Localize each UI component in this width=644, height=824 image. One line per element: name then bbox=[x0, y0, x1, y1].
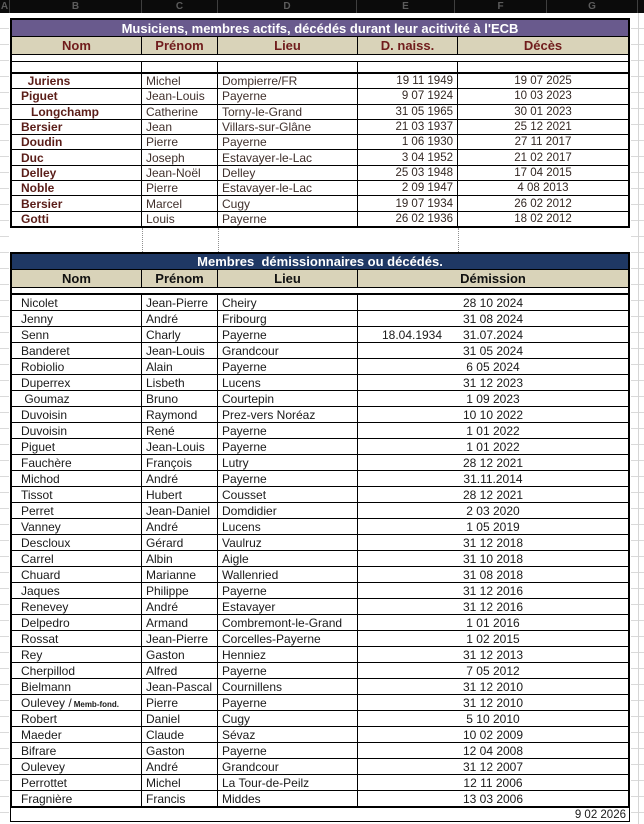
deces-cell[interactable]: 21 02 2017 bbox=[514, 151, 572, 164]
nom-cell[interactable]: Senn bbox=[12, 327, 142, 342]
naiss-cell[interactable]: 26 02 1936 bbox=[358, 212, 458, 226]
spacer-row bbox=[12, 55, 628, 62]
nom-cell[interactable]: Nicolet bbox=[12, 295, 142, 310]
nom-cell[interactable]: Piguet bbox=[12, 439, 142, 454]
prenom-cell[interactable]: René bbox=[142, 423, 218, 438]
column-letter[interactable]: G bbox=[547, 0, 638, 13]
deces-cell[interactable]: 10 03 2023 bbox=[514, 90, 572, 103]
nom-cell[interactable]: Bifrare bbox=[12, 743, 142, 758]
header-cell-nom[interactable]: Nom bbox=[12, 37, 142, 54]
table-row bbox=[12, 327, 628, 343]
empty-cell[interactable] bbox=[358, 62, 458, 72]
nom-cell[interactable]: Michod bbox=[12, 471, 142, 486]
sheet-gridlines-left bbox=[0, 13, 9, 824]
lieu-cell[interactable]: Domdidier bbox=[218, 503, 358, 518]
lieu-cell[interactable]: Prez-vers Noréaz bbox=[218, 407, 358, 422]
nom-cell[interactable]: Robert bbox=[12, 711, 142, 726]
prenom-cell[interactable]: Gérard bbox=[142, 535, 218, 550]
empty-cell[interactable] bbox=[218, 62, 358, 72]
table-row bbox=[12, 631, 628, 647]
table-row bbox=[12, 743, 628, 759]
nom-suffix: Memb-fond. bbox=[73, 699, 120, 709]
nom-cell[interactable]: Jaques bbox=[12, 583, 142, 598]
lieu-cell[interactable]: Payerne bbox=[218, 327, 358, 342]
table-row bbox=[12, 343, 628, 359]
nom-cell[interactable]: Duc bbox=[12, 150, 142, 164]
prenom-cell[interactable]: Armand bbox=[142, 615, 218, 630]
lieu-cell[interactable]: Torny-le-Grand bbox=[218, 105, 358, 119]
prenom-cell[interactable]: Marianne bbox=[142, 567, 218, 582]
prenom-cell[interactable]: André bbox=[142, 311, 218, 326]
table-row bbox=[12, 375, 628, 391]
table-row bbox=[12, 615, 628, 631]
nom-cell[interactable]: Doudin bbox=[12, 135, 142, 149]
table-row bbox=[12, 663, 628, 679]
naiss-cell[interactable]: 21 03 1937 bbox=[358, 120, 458, 134]
column-letter[interactable]: C bbox=[142, 0, 218, 13]
demission-cell[interactable]: 12 04 2008 bbox=[462, 743, 524, 758]
prenom-cell[interactable]: Jean-Louis bbox=[142, 343, 218, 358]
prenom-cell[interactable]: Pierre bbox=[142, 181, 218, 195]
prenom-cell[interactable]: Philippe bbox=[142, 583, 218, 598]
demission-cell[interactable]: 31.07.2024 18.04.1934 bbox=[358, 327, 628, 342]
demission-cell[interactable]: 1 09 2023 bbox=[466, 391, 520, 406]
table-row bbox=[12, 567, 628, 583]
prenom-cell[interactable]: Gaston bbox=[142, 743, 218, 758]
empty-row bbox=[12, 62, 628, 74]
demission-cell[interactable]: 31 12 2013 bbox=[462, 647, 524, 662]
demission-cell[interactable]: 1 05 2019 bbox=[466, 519, 520, 534]
table-row bbox=[12, 503, 628, 519]
lieu-cell[interactable]: Wallenried bbox=[218, 567, 358, 582]
table-row bbox=[12, 181, 628, 196]
nom-cell[interactable]: Delley bbox=[12, 166, 142, 180]
prenom-cell[interactable]: André bbox=[142, 599, 218, 614]
column-letter[interactable]: B bbox=[10, 0, 142, 13]
prenom-cell[interactable]: Francis bbox=[142, 791, 218, 806]
prenom-cell[interactable]: Michel bbox=[142, 74, 218, 88]
prenom-cell[interactable]: Jean-Noël bbox=[142, 166, 218, 180]
prenom-cell[interactable]: Pierre bbox=[142, 135, 218, 149]
prenom-cell[interactable]: Alfred bbox=[142, 663, 218, 678]
demission-cell[interactable]: 2 03 2020 bbox=[466, 503, 520, 518]
table-row bbox=[12, 471, 628, 487]
lieu-cell[interactable]: Grandcour bbox=[218, 343, 358, 358]
nom-cell[interactable]: Juriens bbox=[12, 74, 142, 88]
header-cell-lieu[interactable]: Lieu bbox=[218, 37, 358, 54]
nom-cell[interactable]: Bielmann bbox=[12, 679, 142, 694]
table1-body bbox=[12, 74, 628, 226]
lieu-cell[interactable]: Payerne bbox=[218, 743, 358, 758]
lieu-cell[interactable]: Payerne bbox=[218, 471, 358, 486]
dotted-gridline bbox=[218, 228, 219, 252]
table-row bbox=[12, 295, 628, 311]
prenom-cell[interactable]: André bbox=[142, 759, 218, 774]
lieu-cell[interactable]: Payerne bbox=[218, 135, 358, 149]
lieu-cell[interactable]: Delley bbox=[218, 166, 358, 180]
naiss-cell[interactable]: 9 07 1924 bbox=[358, 89, 458, 103]
prenom-cell[interactable]: Jean bbox=[142, 120, 218, 134]
column-letter[interactable]: F bbox=[455, 0, 547, 13]
lieu-cell[interactable]: Cugy bbox=[218, 711, 358, 726]
nom-cell[interactable]: Vanney bbox=[12, 519, 142, 534]
demission-cell[interactable]: 7 05 2012 bbox=[466, 663, 520, 678]
lieu-cell[interactable]: Payerne bbox=[218, 212, 358, 226]
table-row bbox=[12, 150, 628, 165]
table-row bbox=[12, 439, 628, 455]
prenom-cell[interactable]: Albin bbox=[142, 551, 218, 566]
table-row bbox=[12, 359, 628, 375]
lieu-cell[interactable]: Cheiry bbox=[218, 295, 358, 310]
demission-cell[interactable]: 1 01 2022 bbox=[466, 439, 520, 454]
table-row bbox=[12, 535, 628, 551]
prenom-cell[interactable]: Alain bbox=[142, 359, 218, 374]
column-letter[interactable]: E bbox=[357, 0, 455, 13]
nom-cell[interactable]: Duvoisin bbox=[12, 423, 142, 438]
nom-cell[interactable]: Jenny bbox=[12, 311, 142, 326]
header-cell-demission[interactable]: Démission bbox=[460, 271, 526, 286]
header-cell-nom[interactable]: Nom bbox=[12, 270, 142, 287]
lieu-cell[interactable]: Grandcour bbox=[218, 759, 358, 774]
lieu-cell[interactable]: Payerne bbox=[218, 695, 358, 710]
table-row bbox=[12, 120, 628, 135]
header-cell-prenom[interactable]: Prénom bbox=[142, 37, 218, 54]
header-cell-deces[interactable]: Décès bbox=[523, 38, 563, 53]
table-row bbox=[12, 791, 628, 806]
nom-cell[interactable]: Fauchère bbox=[12, 455, 142, 470]
lieu-cell[interactable]: Cousset bbox=[218, 487, 358, 502]
table2-body bbox=[12, 294, 628, 806]
empty-cell[interactable] bbox=[142, 62, 218, 72]
table-row bbox=[12, 311, 628, 327]
table-row bbox=[12, 599, 628, 615]
prenom-cell[interactable]: Catherine bbox=[142, 105, 218, 119]
lieu-cell[interactable]: Estavayer bbox=[218, 599, 358, 614]
lieu-cell[interactable]: Courtepin bbox=[218, 391, 358, 406]
demission-cell[interactable]: 31 12 2018 bbox=[462, 535, 524, 550]
lieu-cell[interactable]: La Tour-de-Peilz bbox=[218, 775, 358, 790]
deces-cell[interactable]: 19 07 2025 bbox=[514, 75, 572, 88]
lieu-cell[interactable]: Vaulruz bbox=[218, 535, 358, 550]
lieu-cell[interactable]: Fribourg bbox=[218, 311, 358, 326]
lieu-cell[interactable]: Sévaz bbox=[218, 727, 358, 742]
lieu-cell[interactable]: Lutry bbox=[218, 455, 358, 470]
prenom-cell[interactable]: Lisbeth bbox=[142, 375, 218, 390]
dotted-gridline bbox=[142, 228, 143, 252]
demission-cell[interactable]: 31 08 2018 bbox=[462, 567, 524, 582]
table-row bbox=[12, 196, 628, 211]
prenom-cell[interactable]: Jean-Daniel bbox=[142, 503, 218, 518]
naiss-cell[interactable]: 31 05 1965 bbox=[358, 105, 458, 119]
naiss-cell[interactable]: 19 11 1949 bbox=[358, 74, 458, 88]
lieu-cell[interactable]: Cournillens bbox=[218, 679, 358, 694]
prenom-cell[interactable]: Joseph bbox=[142, 150, 218, 164]
nom-cell[interactable]: Carrel bbox=[12, 551, 142, 566]
demission-cell[interactable]: 31 12 2007 bbox=[462, 759, 524, 774]
lieu-cell[interactable]: Payerne bbox=[218, 439, 358, 454]
prenom-cell[interactable]: Jean-Louis bbox=[142, 439, 218, 454]
demission-cell[interactable]: 1 02 2015 bbox=[466, 631, 520, 646]
demission-cell[interactable]: 28 12 2021 bbox=[462, 455, 524, 470]
demission-cell[interactable]: 1 01 2016 bbox=[466, 615, 520, 630]
demission-cell[interactable]: 31 12 2010 bbox=[462, 679, 524, 694]
prenom-cell[interactable]: Hubert bbox=[142, 487, 218, 502]
table-resigned-members bbox=[10, 252, 630, 808]
table-row bbox=[12, 695, 628, 711]
table-row bbox=[12, 135, 628, 150]
prenom-cell[interactable]: Claude bbox=[142, 727, 218, 742]
table-row bbox=[12, 89, 628, 104]
demission-cell[interactable]: 5 10 2010 bbox=[466, 711, 520, 726]
lieu-cell[interactable]: Payerne bbox=[218, 359, 358, 374]
nom-cell[interactable]: Perrottet bbox=[12, 775, 142, 790]
nom-cell[interactable]: Longchamp bbox=[12, 105, 142, 119]
lieu-cell[interactable]: Estavayer-le-Lac bbox=[218, 181, 358, 195]
naissance-inline: 18.04.1934 bbox=[381, 327, 443, 342]
lieu-cell[interactable]: Payerne bbox=[218, 583, 358, 598]
table-row bbox=[12, 519, 628, 535]
naiss-cell[interactable]: 19 07 1934 bbox=[358, 196, 458, 210]
table-row bbox=[12, 647, 628, 663]
demission-cell[interactable]: 31 05 2024 bbox=[462, 343, 524, 358]
table-row bbox=[12, 166, 628, 181]
prenom-cell[interactable]: André bbox=[142, 519, 218, 534]
nom-cell[interactable]: Goumaz bbox=[12, 391, 142, 406]
lieu-cell[interactable]: Aigle bbox=[218, 551, 358, 566]
demission-cell[interactable]: 28 12 2021 bbox=[462, 487, 524, 502]
lieu-cell[interactable]: Lucens bbox=[218, 519, 358, 534]
demission-cell[interactable]: 13 03 2006 bbox=[462, 791, 524, 806]
nom-cell[interactable]: Perret bbox=[12, 503, 142, 518]
table-row bbox=[12, 759, 628, 775]
lieu-cell[interactable]: Middes bbox=[218, 791, 358, 806]
prenom-cell[interactable]: Jean-Pierre bbox=[142, 295, 218, 310]
lieu-cell[interactable]: Lucens bbox=[218, 375, 358, 390]
table-row bbox=[12, 407, 628, 423]
lieu-cell[interactable]: Corcelles-Payerne bbox=[218, 631, 358, 646]
naiss-cell[interactable]: 2 09 1947 bbox=[358, 181, 458, 195]
demission-cell[interactable]: 31 12 2010 bbox=[462, 695, 524, 710]
prenom-cell[interactable]: Jean-Louis bbox=[142, 89, 218, 103]
table-deceased-members bbox=[10, 18, 630, 228]
lieu-cell[interactable]: Payerne bbox=[218, 663, 358, 678]
table-row bbox=[12, 74, 628, 89]
nom-cell[interactable]: Duvoisin bbox=[12, 407, 142, 422]
header-cell-lieu[interactable]: Lieu bbox=[218, 270, 358, 287]
nom-cell[interactable]: Noble bbox=[12, 181, 142, 195]
deces-cell[interactable]: 25 12 2021 bbox=[514, 121, 572, 134]
nom-cell[interactable]: Piguet bbox=[12, 89, 142, 103]
naiss-cell[interactable]: 1 06 1930 bbox=[358, 135, 458, 149]
prenom-cell[interactable]: Louis bbox=[142, 212, 218, 226]
column-letter[interactable]: D bbox=[218, 0, 357, 13]
table-row bbox=[12, 487, 628, 503]
demission-cell[interactable]: 1 01 2022 bbox=[466, 423, 520, 438]
table-row bbox=[12, 212, 628, 226]
prenom-cell[interactable]: François bbox=[142, 455, 218, 470]
prenom-cell[interactable]: Jean-Pascal bbox=[142, 679, 218, 694]
nom-cell[interactable]: Bersier bbox=[12, 120, 142, 134]
demission-cell[interactable]: 6 05 2024 bbox=[466, 359, 520, 374]
naiss-cell[interactable]: 3 04 1952 bbox=[358, 150, 458, 164]
nom-cell[interactable]: Duperrex bbox=[12, 375, 142, 390]
prenom-cell[interactable]: Gaston bbox=[142, 647, 218, 662]
nom-cell[interactable]: Descloux bbox=[12, 535, 142, 550]
nom-cell[interactable]: Cherpillod bbox=[12, 663, 142, 678]
lieu-cell[interactable]: Villars-sur-Glâne bbox=[218, 120, 358, 134]
nom-cell[interactable]: Oulevey bbox=[12, 759, 142, 774]
table2-title[interactable]: Membres démissionnaires ou décédés. bbox=[12, 254, 628, 270]
table-row bbox=[12, 679, 628, 695]
deces-cell[interactable]: 27 11 2017 bbox=[514, 136, 572, 149]
prenom-cell[interactable]: Michel bbox=[142, 775, 218, 790]
table-row bbox=[12, 551, 628, 567]
demission-cell[interactable]: 10 02 2009 bbox=[462, 727, 524, 742]
lieu-cell[interactable]: Dompierre/FR bbox=[218, 74, 358, 88]
nom-cell[interactable]: Maeder bbox=[12, 727, 142, 742]
lieu-cell[interactable]: Henniez bbox=[218, 647, 358, 662]
deces-cell[interactable]: 30 01 2023 bbox=[514, 105, 572, 118]
nom-cell[interactable]: Renevey bbox=[12, 599, 142, 614]
empty-cell[interactable] bbox=[458, 62, 628, 72]
column-letter[interactable]: A bbox=[0, 1, 9, 12]
prenom-cell[interactable]: Charly bbox=[142, 327, 218, 342]
nom-cell[interactable]: Banderet bbox=[12, 343, 142, 358]
demission-cell[interactable]: 31 10 2018 bbox=[462, 551, 524, 566]
demission-cell[interactable]: 31 12 2016 bbox=[462, 583, 524, 598]
table2-header-row bbox=[12, 270, 628, 288]
nom-cell[interactable]: Bersier bbox=[12, 196, 142, 210]
demission-cell[interactable]: 31 12 2016 bbox=[462, 599, 524, 614]
demission-cell[interactable]: 31 12 2023 bbox=[462, 375, 524, 390]
lieu-cell[interactable]: Cugy bbox=[218, 196, 358, 210]
table-row bbox=[12, 105, 628, 120]
naiss-cell[interactable]: 25 03 1948 bbox=[358, 166, 458, 180]
deces-cell[interactable]: 26 02 2012 bbox=[514, 197, 572, 210]
nom-cell[interactable]: Fragnière bbox=[12, 791, 142, 806]
table-row bbox=[12, 727, 628, 743]
nom-cell[interactable]: Gotti bbox=[12, 212, 142, 226]
demission-cell[interactable]: 10 10 2022 bbox=[462, 407, 524, 422]
footer-date-cell[interactable]: 9 02 2026 bbox=[10, 808, 630, 822]
column-letter-spacer bbox=[638, 0, 644, 13]
lieu-cell[interactable]: Estavayer-le-Lac bbox=[218, 150, 358, 164]
deces-cell[interactable]: 17 04 2015 bbox=[514, 166, 572, 179]
header-cell-prenom[interactable]: Prénom bbox=[142, 270, 218, 287]
prenom-cell[interactable]: Raymond bbox=[142, 407, 218, 422]
prenom-cell[interactable]: Daniel bbox=[142, 711, 218, 726]
lieu-cell[interactable]: Payerne bbox=[218, 423, 358, 438]
nom-cell[interactable]: Rossat bbox=[12, 631, 142, 646]
table-row bbox=[12, 583, 628, 599]
table-row bbox=[12, 711, 628, 727]
table1-header-row bbox=[12, 37, 628, 55]
table1-title[interactable]: Musiciens, membres actifs, décédés durant leur acitivité à l'ECB bbox=[12, 20, 628, 37]
demission-cell[interactable]: 12 11 2006 bbox=[463, 775, 523, 790]
prenom-cell[interactable]: André bbox=[142, 471, 218, 486]
nom-cell[interactable]: Chuard bbox=[12, 567, 142, 582]
deces-cell[interactable]: 4 08 2013 bbox=[517, 182, 569, 195]
nom-cell[interactable]: Rey bbox=[12, 647, 142, 662]
sheet-gridline-vertical bbox=[638, 13, 639, 824]
dotted-gridline bbox=[458, 228, 459, 252]
prenom-cell[interactable]: Marcel bbox=[142, 196, 218, 210]
lieu-cell[interactable]: Payerne bbox=[218, 89, 358, 103]
prenom-cell[interactable]: Bruno bbox=[142, 391, 218, 406]
table-row bbox=[12, 423, 628, 439]
deces-cell[interactable]: 18 02 2012 bbox=[514, 212, 572, 225]
empty-cell[interactable] bbox=[12, 62, 142, 72]
nom-cell[interactable]: Delpedro bbox=[12, 615, 142, 630]
nom-cell[interactable]: Oulevey / Memb-fond. bbox=[12, 695, 142, 710]
nom-cell[interactable]: Tissot bbox=[12, 487, 142, 502]
demission-cell[interactable]: 28 10 2024 bbox=[462, 295, 524, 310]
lieu-cell[interactable]: Combremont-le-Grand bbox=[218, 615, 358, 630]
table-row bbox=[12, 455, 628, 471]
demission-cell[interactable]: 31.11.2014 bbox=[463, 471, 523, 486]
header-cell-naissance[interactable]: D. naiss. bbox=[358, 37, 458, 54]
prenom-cell[interactable]: Pierre bbox=[142, 695, 218, 710]
column-letter-bar bbox=[0, 0, 644, 13]
prenom-cell[interactable]: Jean-Pierre bbox=[142, 631, 218, 646]
nom-cell[interactable]: Robiolio bbox=[12, 359, 142, 374]
demission-cell[interactable]: 31 08 2024 bbox=[462, 311, 524, 326]
table-row bbox=[12, 775, 628, 791]
table-row bbox=[12, 391, 628, 407]
